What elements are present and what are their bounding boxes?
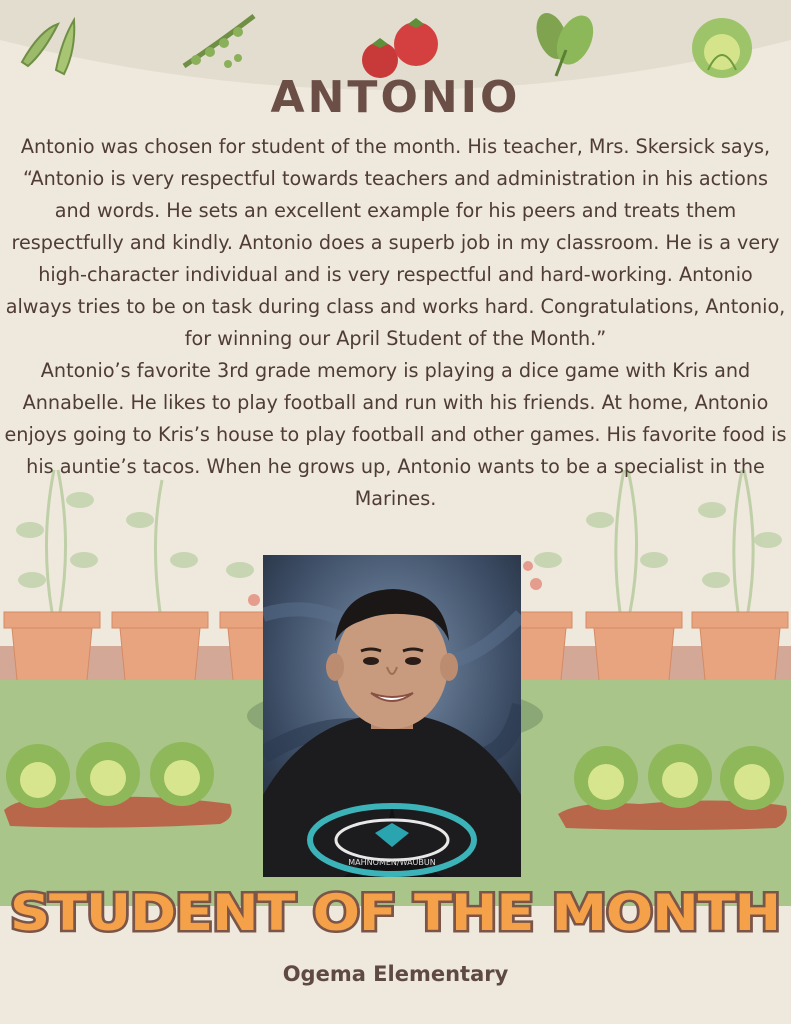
banner-text: STUDENT OF THE MONTH [10, 884, 781, 942]
student-name-heading: ANTONIO [270, 72, 521, 123]
bio-paragraph-favorites: Antonio’s favorite 3rd grade memory is playing a dice game with Kris and Annabelle. He likes to play football and run with his friends. At home, Antonio enjoys going to Kris’s house to play football and other games. His favorite food is his auntie’s tacos. When he grows up, Antonio wants to be a specialist in the Marines. [4, 359, 787, 510]
student-photo [263, 555, 521, 877]
bio-paragraph-teacher-quote: Antonio was chosen for student of the month. His teacher, Mrs. Skersick says, “Antonio is very respectful towards teachers and administration in his actions and words. He sets an excellent example for his peers and treats them respectfully and kindly. Antonio does a superb job in my classroom. He is a very high-character individual and is very respectful and hard-working. Antonio always tries to be on task during class and works hard. Congratulations, Antonio, for winning our April Student of the Month.” [5, 135, 786, 350]
student-of-the-month-banner [0, 872, 791, 942]
school-name: Ogema Elementary [282, 962, 509, 986]
student-bio [4, 131, 787, 515]
lettuce-icon [692, 18, 752, 78]
shirt-text: MAHNOMEN/WAUBUN [348, 858, 436, 867]
